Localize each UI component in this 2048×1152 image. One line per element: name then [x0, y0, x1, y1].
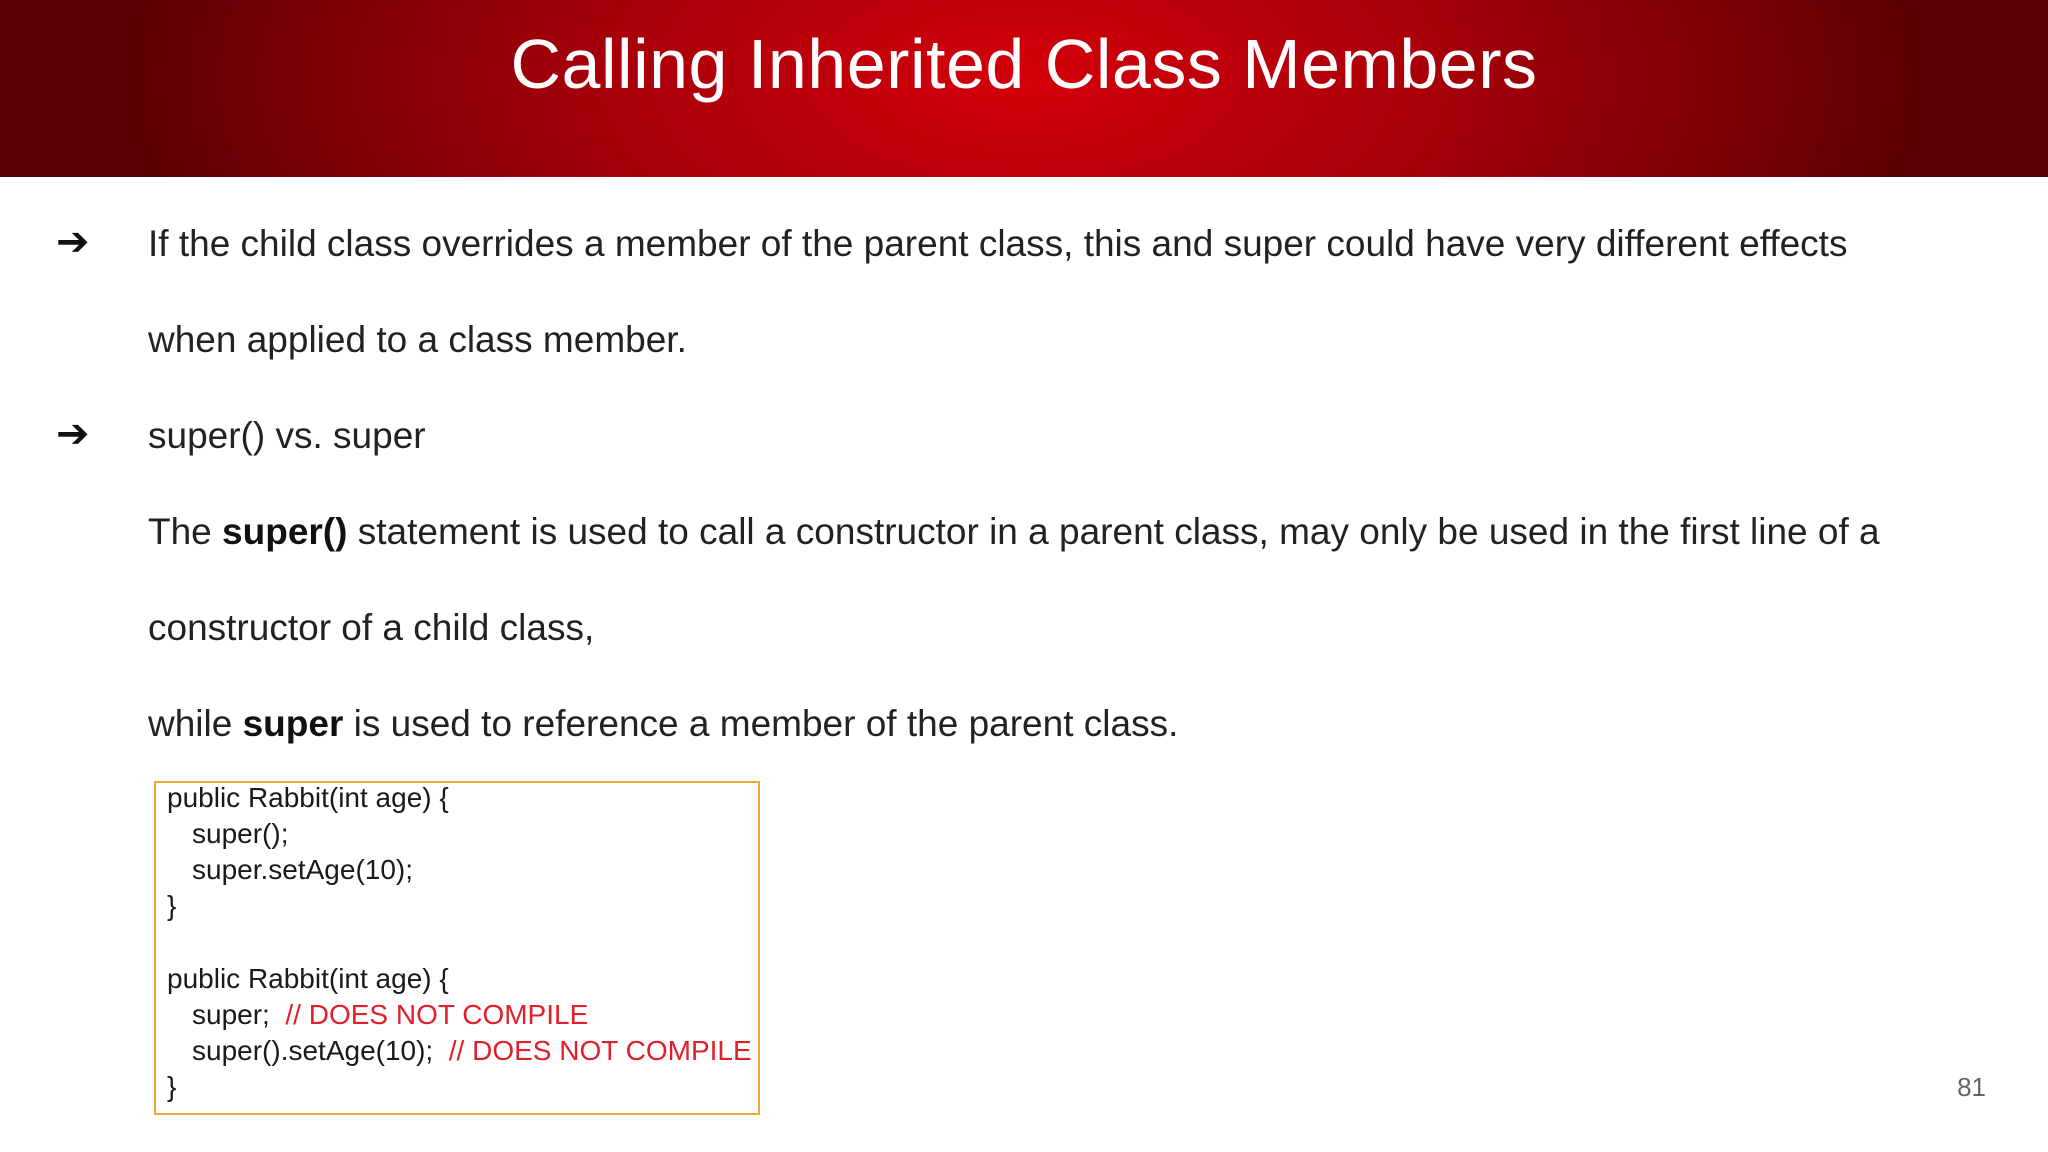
bullet-arrow-icon: ➔ [56, 219, 90, 265]
code-line: public Rabbit(int age) { [167, 782, 449, 813]
page-number: 81 [1957, 1072, 1986, 1102]
bold-term-super: super [242, 703, 344, 744]
code-line: public Rabbit(int age) { [167, 963, 449, 994]
text-run: while [148, 703, 243, 744]
bullet-1-line-2: when applied to a class member. [148, 319, 687, 360]
text-run: statement is used to call a constructor in a parent class, may only be used in the first line of a [347, 511, 1880, 552]
bullet-2-paragraph-1 [148, 510, 1880, 554]
code-line [192, 998, 588, 1032]
bullet-arrow-icon: ➔ [56, 411, 90, 457]
slide-title: Calling Inherited Class Members [510, 25, 1538, 103]
code-line: super.setAge(10); [192, 854, 414, 885]
error-comment: // DOES NOT COMPILE [285, 999, 589, 1030]
bullet-2-heading: super() vs. super [148, 415, 426, 456]
text-run: is used to reference a member of the parent class. [343, 703, 1179, 744]
code-line: } [167, 890, 177, 921]
code-line [192, 1034, 752, 1068]
error-comment: // DOES NOT COMPILE [448, 1035, 752, 1066]
code-sample-box [154, 781, 760, 1115]
bullet-1-line-1: If the child class overrides a member of the parent class, this and super could have very different effects [148, 223, 1848, 264]
code-line: } [167, 1071, 177, 1102]
text-run: The [148, 511, 223, 552]
code-statement: super; [192, 999, 270, 1030]
code-statement: super().setAge(10); [192, 1035, 434, 1066]
bullet-2-paragraph-2 [148, 702, 1178, 746]
bold-term-super-call: super() [222, 511, 348, 552]
code-line: super(); [192, 818, 289, 849]
bullet-2-paragraph-1-line-2: constructor of a child class, [148, 607, 595, 648]
